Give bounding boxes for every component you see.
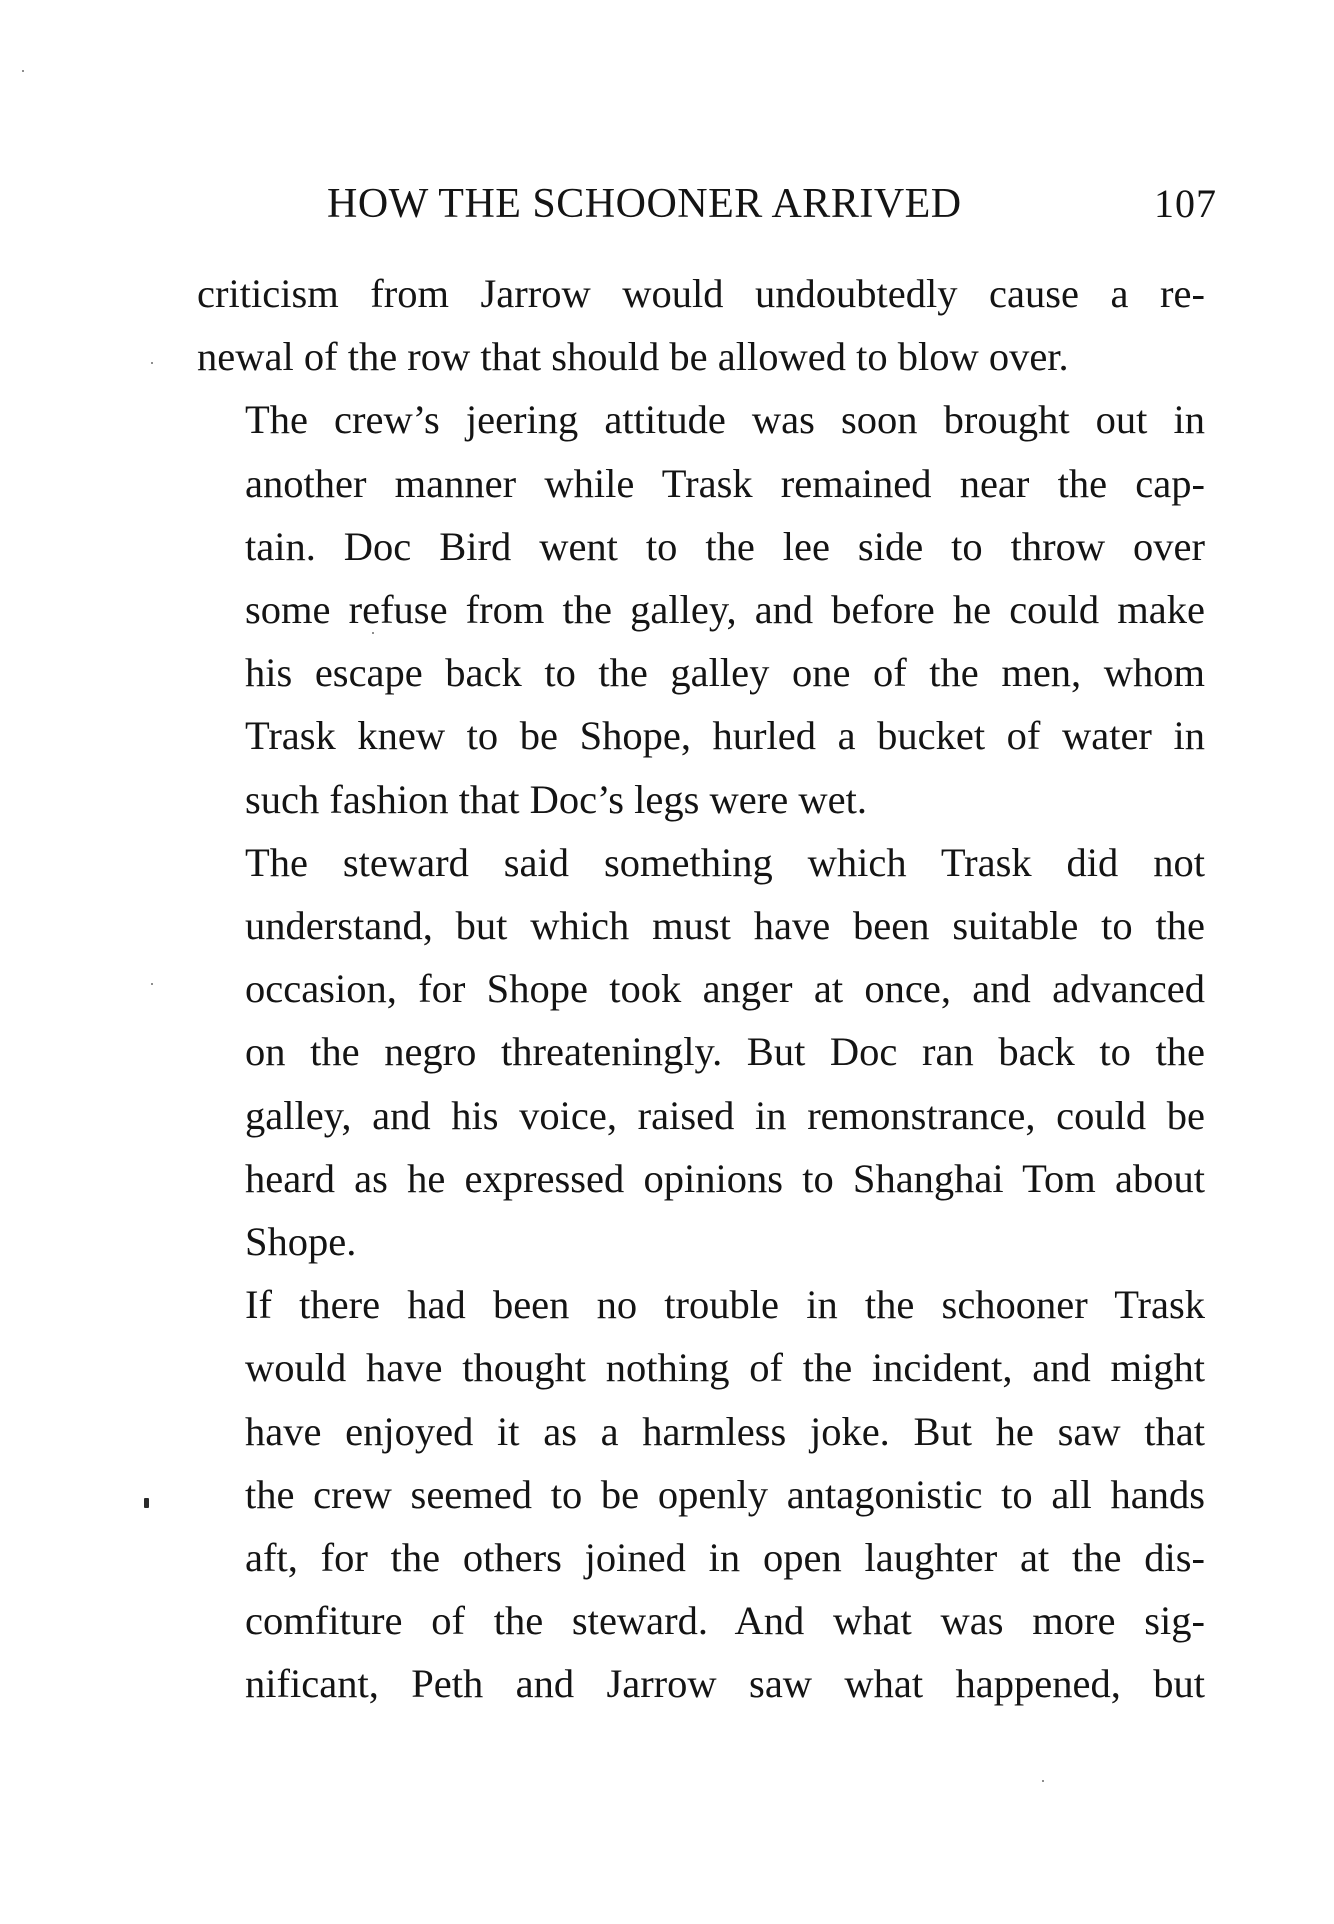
scan-speck	[1042, 1780, 1044, 1782]
scan-speck	[22, 70, 24, 72]
paragraph	[197, 831, 1205, 1273]
text-line: aft, for the others joined in open laughter at the dis-	[245, 1535, 1205, 1581]
text-line: criticism from Jarrow would undoubtedly cause a re-	[197, 271, 1205, 316]
text-line: galley, and his voice, raised in remonstrance, could be	[245, 1092, 1205, 1138]
text-line: have enjoyed it as a harmless joke. But he saw that	[245, 1408, 1205, 1454]
scan-speck	[372, 632, 374, 634]
paragraph	[197, 388, 1205, 830]
running-head	[327, 178, 1217, 230]
text-line: tain. Doc Bird went to the lee side to throw over	[245, 523, 1205, 569]
text-line: nificant, Peth and Jarrow saw what happened, but	[245, 1661, 1205, 1707]
text-line: comfiture of the steward. And what was more sig-	[245, 1598, 1205, 1644]
scan-speck	[144, 1498, 149, 1508]
page-number: 107	[1154, 181, 1217, 226]
running-title: HOW THE SCHOONER ARRIVED	[327, 181, 962, 227]
paragraph	[197, 262, 1205, 388]
body-text	[197, 262, 1205, 1716]
text-line: another manner while Trask remained near the cap-	[245, 460, 1205, 506]
text-line: understand, but which must have been suitable to the	[245, 903, 1205, 949]
text-line: would have thought nothing of the incident, and might	[245, 1345, 1205, 1391]
text-line: If there had been no trouble in the schooner Trask	[245, 1282, 1205, 1328]
paragraph	[197, 1273, 1205, 1715]
text-line: some refuse from the galley, and before he could make	[245, 587, 1205, 633]
text-line: the crew seemed to be openly antagonistic to all hands	[245, 1471, 1205, 1517]
text-line: The crew’s jeering attitude was soon brought out in	[245, 397, 1205, 443]
text-line: The steward said something which Trask did not	[245, 839, 1205, 885]
scan-speck	[151, 362, 153, 364]
text-line: heard as he expressed opinions to Shanghai Tom about	[245, 1155, 1205, 1201]
scan-speck	[151, 983, 153, 985]
text-line: Shope.	[245, 1219, 357, 1265]
text-line: his escape back to the galley one of the men, whom	[245, 650, 1205, 696]
text-line: such fashion that Doc’s legs were wet.	[245, 776, 867, 822]
text-line: newal of the row that should be allowed to blow over.	[197, 334, 1069, 380]
text-line: occasion, for Shope took anger at once, and advanced	[245, 966, 1205, 1012]
text-line: on the negro threateningly. But Doc ran back to the	[245, 1029, 1205, 1075]
text-line: Trask knew to be Shope, hurled a bucket of water in	[245, 713, 1205, 759]
